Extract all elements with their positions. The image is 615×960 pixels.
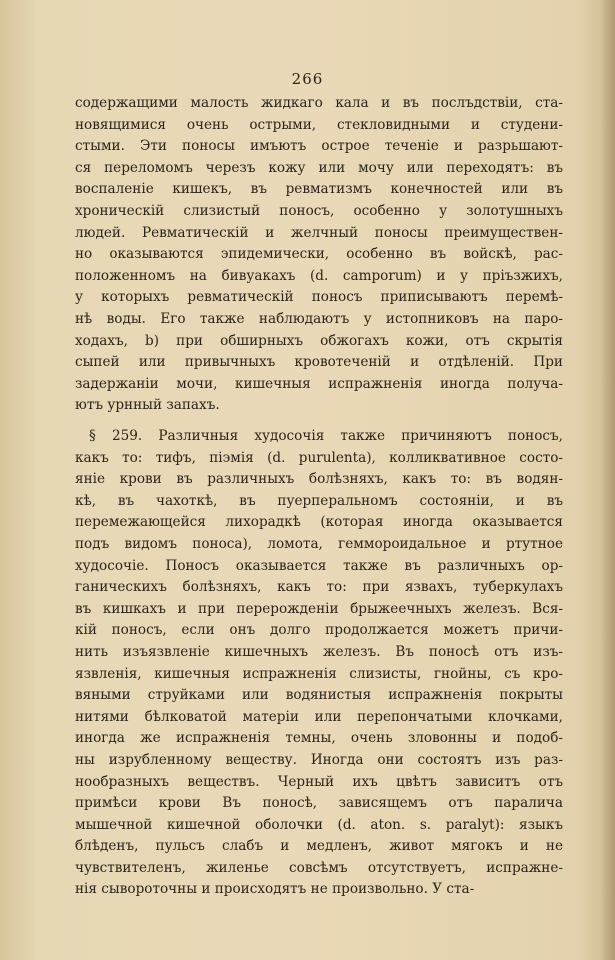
text-line: § 259. Различныя худосочія также причиняютъ поносъ, (89, 428, 563, 444)
text-line: воспаленіе кишекъ, въ ревматизмъ конечностей или въ (75, 181, 563, 198)
text-line: положенномъ на бивуакахъ (d. camporum) и у пріъзжихъ, (75, 267, 563, 284)
text-line: но оказываются эпидемически, особенно въ войскѣ, рас- (75, 246, 563, 263)
text-line: мышечной кишечной оболочки (d. aton. s. paralyt): языкъ (75, 816, 563, 833)
text-line: содержащими малость жидкаго кала и въ послъдствіи, ста- (75, 95, 563, 111)
text-line: ны изрубленному веществу. Иногда они состоятъ изъ раз- (75, 751, 563, 768)
text-line: вяными струйками или водянистыя испражненія покрыты (75, 687, 563, 704)
text-line: нѣ воды. Его также наблюдаютъ у истопниковъ на паро- (75, 310, 563, 327)
text-line: иногда же испражненія темны, очень зловонны и подоб- (75, 730, 563, 747)
text-line: стыми. Эти поносы имъютъ острое теченіе и разрьшают- (75, 138, 563, 155)
page-edge-shadow (601, 0, 615, 960)
page-number: 266 (291, 70, 324, 88)
text-line: новящимися очень острыми, стекловидными и студени- (75, 116, 563, 133)
text-line: нитями бѣлковатой матеріи или перепончатыми клочками, (75, 708, 563, 725)
text-line: ганическихъ болѣзняхъ, какъ то: при язвахъ, туберкулахъ (75, 579, 563, 596)
text-line: подъ видомъ поноса), ломота, геммороидальное и ртутное (75, 535, 563, 552)
text-line: сыпей или привычныхъ кровотеченій и отдѣленій. При (75, 354, 563, 371)
text-line: у которыхъ ревматическій поносъ приписываютъ перемѣ- (75, 289, 563, 306)
text-line: примѣси крови Въ поносѣ, зависящемъ отъ паралича (75, 795, 563, 812)
text-line: какъ то: тифъ, піэмія (d. purulenta), колликвативное состо- (75, 449, 563, 466)
text-line: яніе крови въ различныхъ болѣзняхъ, какъ то: въ водян- (75, 471, 563, 488)
text-line: перемежающейся лихорадкѣ (которая иногда оказывается (75, 514, 563, 531)
text-line: людей. Ревматическій и желчный поносы преимуществен- (75, 224, 563, 241)
text-line: ютъ урнный запахъ. (75, 397, 220, 414)
text-line: нообразныхъ веществъ. Черный ихъ цвѣтъ зависитъ отъ (75, 773, 563, 790)
text-line: худосочіе. Поносъ оказывается также въ различныхъ ор- (75, 557, 563, 574)
text-line: задержаніи мочи, кишечныя испражненія иногда получа- (75, 375, 563, 392)
text-line: ходахъ, b) при обширныхъ обжогахъ кожи, отъ скрытія (75, 332, 563, 349)
text-line: блѣденъ, пульсъ слабъ и медленъ, живот мягокъ и не (75, 838, 563, 855)
text-line: язвленія, кишечныя испражненія слизисты, гнойны, съ кро- (75, 665, 563, 682)
text-line: кій поносъ, если онъ долго продолжается можетъ причи- (75, 622, 563, 639)
text-line: кѣ, въ чахоткѣ, въ пуерперальномъ состояніи, и въ (75, 492, 563, 509)
text-line: нія сывороточны и происходятъ не произвольно. У ста- (75, 881, 475, 898)
text-line: нить изъязвленіе кишечныхъ железъ. Въ поносѣ отъ изъ- (75, 643, 563, 660)
paragraph-continued (75, 93, 563, 417)
text-line: чувствителенъ, жиленье совсѣмъ отсутствуетъ, испражне- (75, 859, 563, 876)
text-line: ся переломомъ черезъ кожу или мочу или переходятъ: въ (75, 159, 563, 176)
paragraph-section-259 (75, 426, 563, 901)
text-line: въ кишкахъ и при перерожденіи брыжеечныхъ железъ. Вся- (75, 600, 563, 617)
text-line: хроническій слизистый поносъ, особенно у золотушныхъ (75, 202, 563, 219)
